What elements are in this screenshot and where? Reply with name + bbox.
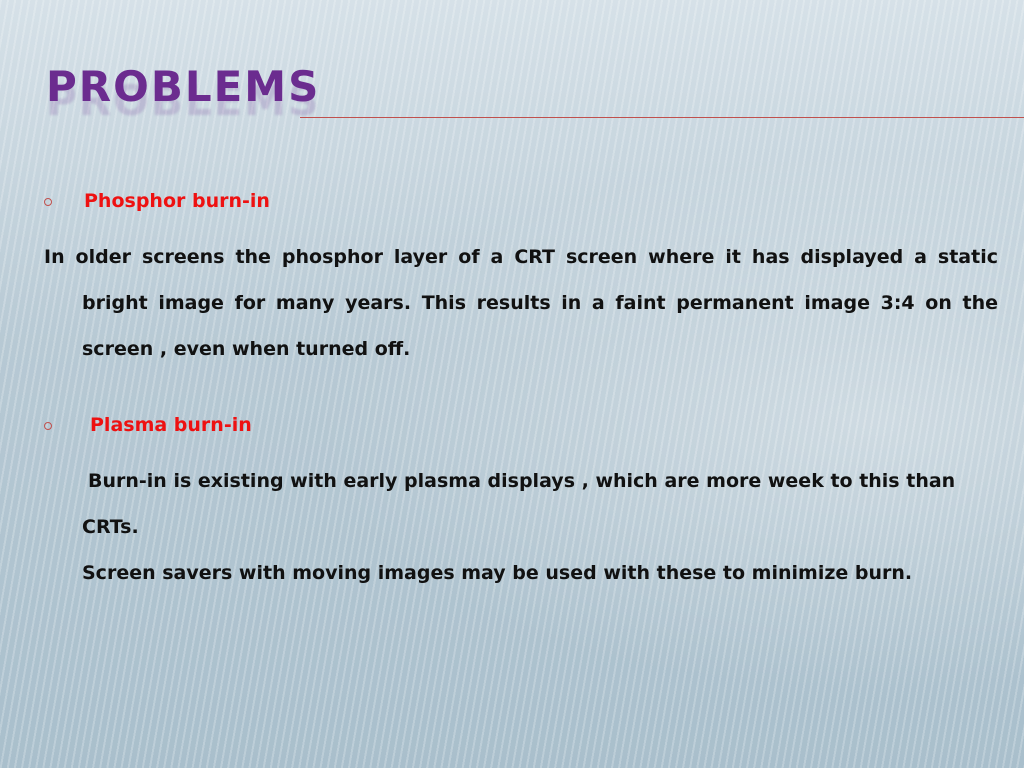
title-underline [300,117,1024,118]
hollow-circle-bullet-icon [44,422,52,430]
paragraph-plasma-2: Screen savers with moving images may be used with these to minimize burn. [82,562,913,584]
bullet-phosphor [44,188,998,228]
bullet-plasma [44,412,998,452]
hollow-circle-bullet-icon [44,198,52,206]
slide-content [44,188,998,596]
bullet-heading-plasma: Plasma burn-in [90,414,252,436]
bullet-heading-phosphor: Phosphor burn-in [84,190,270,212]
paragraph-plasma-1: Burn-in is existing with early plasma displays , which are more week to this than CRTs. [82,470,956,538]
slide-title: PROBLEMS [46,62,321,111]
paragraph-phosphor: In older screens the phosphor layer of a CRT screen where it has displayed a static bright image for many years. This results in a faint permanent image 3:4 on the screen , even when turned off. [44,246,998,360]
